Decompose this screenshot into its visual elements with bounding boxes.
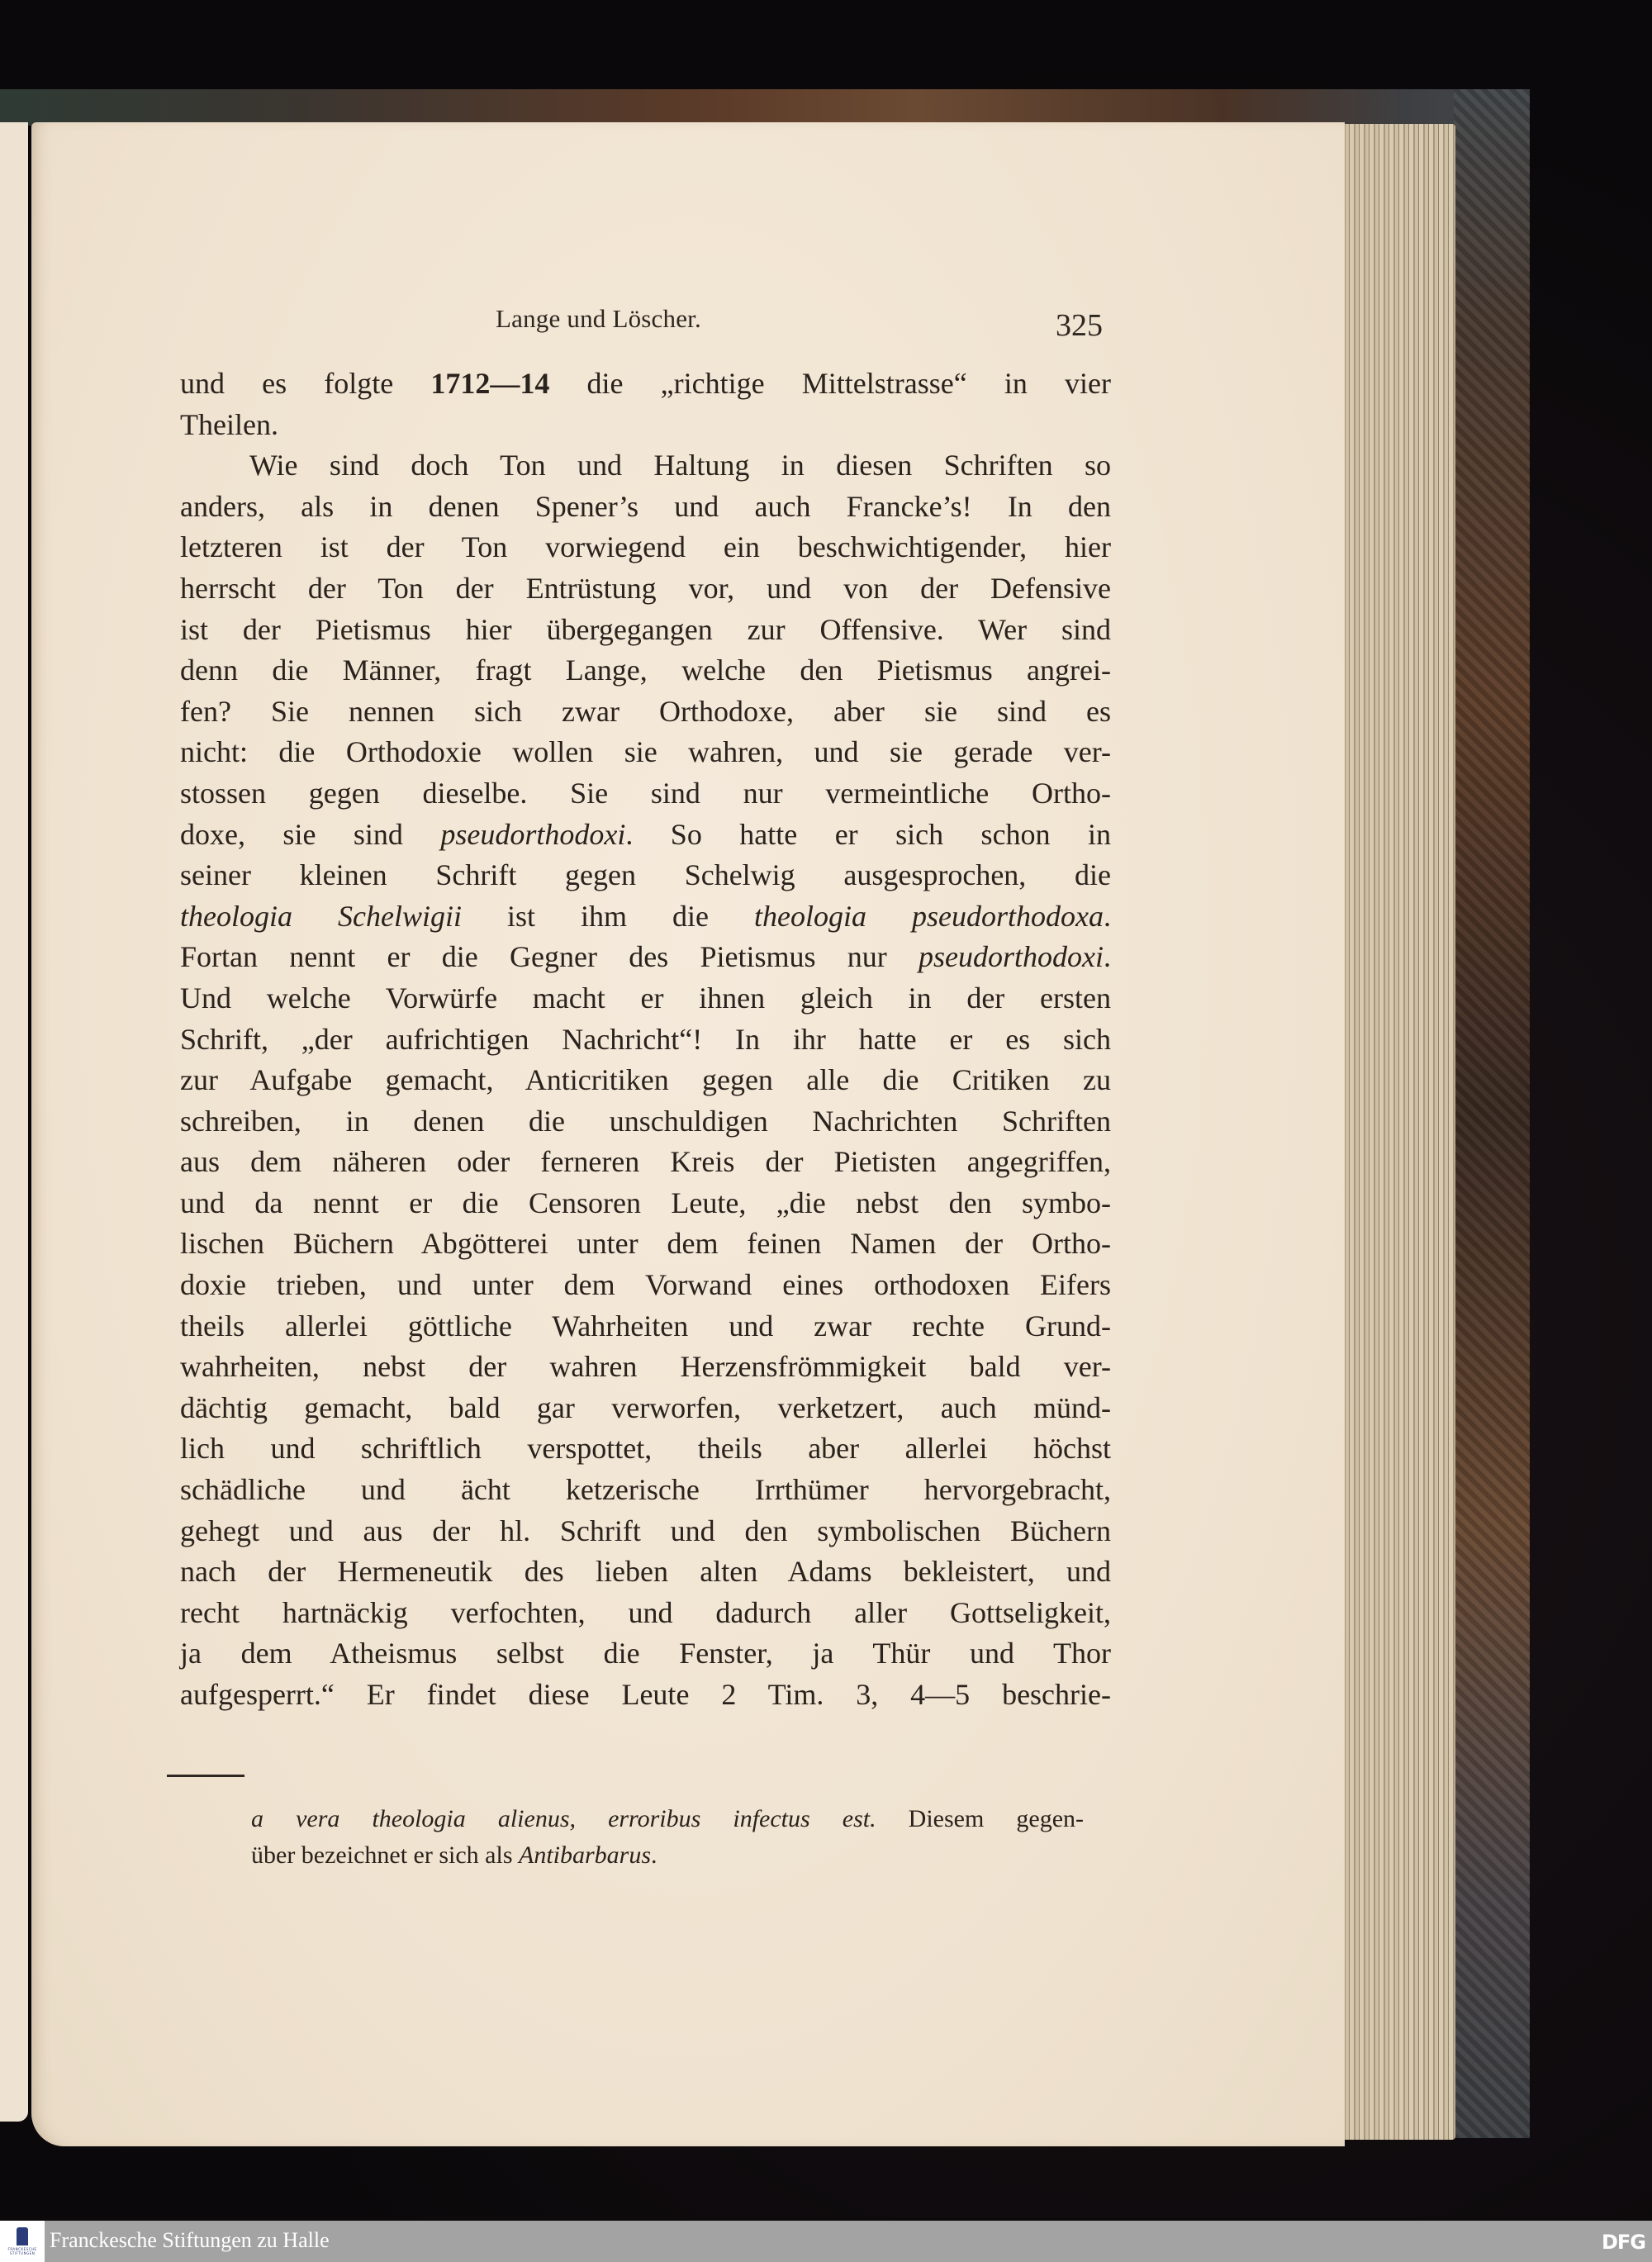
text-line — [180, 1428, 1111, 1470]
text-run: doxe, sie sind — [180, 817, 441, 851]
text-run: ist ihm die — [461, 899, 755, 933]
text-run: ist der Pietismus hier übergegangen zur Offensive. Wer sind — [180, 612, 1111, 646]
text-run: wahrheiten, nebst der wahren Herzensfrömmigkeit bald ver- — [180, 1350, 1111, 1384]
text-run: herrscht der Ton der Entrüstung vor, und von der Defensive — [180, 571, 1111, 605]
text-run: doxie trieben, und unter dem Vorwand eines orthodoxen Eifers — [180, 1268, 1111, 1302]
text-line — [180, 1142, 1111, 1183]
institution-name[interactable]: Franckesche Stiftungen zu Halle — [50, 2228, 330, 2252]
text-run: stossen gegen dieselbe. Sie sind nur vermeintliche Ortho- — [180, 776, 1111, 810]
text-run: zur Aufgabe gemacht, Anticritiken gegen alle die Critiken zu — [180, 1063, 1111, 1097]
text-run: Wie sind doch Ton und Haltung in diesen Schriften so — [249, 449, 1111, 482]
bold-text: 1712—14 — [430, 367, 550, 400]
text-line — [180, 445, 1111, 487]
text-line — [180, 1265, 1111, 1306]
text-line — [180, 691, 1111, 733]
text-line — [180, 978, 1111, 1019]
text-line — [180, 1347, 1111, 1388]
text-run: über bezeichnet er sich als — [251, 1841, 520, 1869]
figure-icon — [17, 2227, 28, 2245]
text-line — [180, 364, 1111, 405]
text-line — [180, 1593, 1111, 1634]
text-run: denn die Männer, fragt Lange, welche den Pietismus angrei- — [180, 653, 1111, 687]
text-line — [180, 896, 1111, 938]
running-head: Lange und Löscher. — [496, 304, 701, 333]
logo-text: FRANCKESCHE STIFTUNGEN — [7, 2247, 37, 2255]
text-line — [180, 732, 1111, 773]
book-cover-top-edge — [0, 89, 1528, 126]
text-line — [180, 487, 1111, 528]
text-run: Theilen. — [180, 407, 278, 441]
text-line — [180, 1388, 1111, 1429]
text-run: ja dem Atheismus selbst die Fenster, ja Thür und Thor — [180, 1637, 1111, 1670]
italic-text: Antibarbarus — [519, 1841, 652, 1869]
page-block-edges — [1340, 124, 1455, 2140]
text-line — [180, 815, 1111, 856]
text-run: Fortan nennt er die Gegner des Pietismus nur — [180, 940, 919, 974]
body-text — [180, 364, 1111, 1716]
italic-text: a vera theologia alienus, erroribus infectus est. — [251, 1805, 876, 1832]
text-run: nach der Hermeneutik des lieben alten Adams bekleistert, und — [180, 1555, 1111, 1589]
text-line — [180, 527, 1111, 568]
text-line — [180, 1060, 1111, 1101]
footer-bar — [0, 2221, 1652, 2262]
text-line — [180, 1675, 1111, 1716]
text-line — [180, 650, 1111, 691]
text-line — [180, 855, 1111, 896]
text-line — [180, 1306, 1111, 1347]
text-line — [180, 1511, 1111, 1552]
page-number: 325 — [1056, 308, 1103, 343]
text-run: letzteren ist der Ton vorwiegend ein beschwichtigender, hier — [180, 530, 1111, 564]
text-run: Und welche Vorwürfe macht er ihnen gleich in der ersten — [180, 981, 1111, 1015]
text-run: und es folgte — [180, 367, 431, 400]
italic-text: theologia Schelwigii — [180, 899, 462, 933]
text-line — [180, 1183, 1111, 1224]
italic-text: theologia pseudorthodoxa — [754, 899, 1104, 933]
text-run: Diesem gegen- — [876, 1805, 1084, 1832]
italic-text: pseudorthodoxi — [440, 817, 626, 851]
facing-page-edge — [0, 122, 28, 2122]
text-line — [180, 1470, 1111, 1511]
text-run: . So hatte er sich schon in — [625, 817, 1112, 851]
text-line — [180, 1633, 1111, 1675]
italic-text: pseudorthodoxi — [919, 940, 1104, 974]
text-line — [180, 937, 1111, 978]
franckesche-stiftungen-logo[interactable] — [0, 2221, 45, 2262]
text-line — [180, 773, 1111, 815]
text-run: Schrift, „der aufrichtigen Nachricht“! In ihr hatte er es sich — [180, 1022, 1111, 1056]
text-run: schreiben, in denen die unschuldigen Nachrichten Schriften — [180, 1104, 1111, 1138]
text-line — [180, 610, 1111, 651]
text-run: aus dem näheren oder ferneren Kreis der Pietisten angegriffen, — [180, 1145, 1111, 1179]
footnote-rule — [167, 1775, 244, 1777]
text-line — [180, 1101, 1111, 1143]
text-run: . — [1104, 940, 1111, 974]
book-cover-right-edge — [1454, 89, 1530, 2138]
text-line — [180, 1552, 1111, 1593]
text-run: lischen Büchern Abgötterei unter dem feinen Namen der Ortho- — [180, 1227, 1111, 1261]
text-line — [180, 1019, 1111, 1061]
text-line — [251, 1801, 1084, 1837]
text-line — [180, 405, 1111, 446]
footnote — [251, 1801, 1084, 1874]
text-run: schädliche und ächt ketzerische Irrthümer hervorgebracht, — [180, 1473, 1111, 1507]
text-run: fen? Sie nennen sich zwar Orthodoxe, aber sie sind es — [180, 694, 1111, 728]
text-run: lich und schriftlich verspottet, theils aber allerlei höchst — [180, 1432, 1111, 1466]
text-run: nicht: die Orthodoxie wollen sie wahren, und sie gerade ver- — [180, 735, 1111, 769]
text-run: und da nennt er die Censoren Leute, „die nebst den symbo- — [180, 1186, 1111, 1219]
text-run: die „richtige Mittelstrasse“ in vier — [549, 367, 1111, 400]
text-run: theils allerlei göttliche Wahrheiten und zwar rechte Grund- — [180, 1309, 1111, 1342]
text-run: gehegt und aus der hl. Schrift und den symbolischen Büchern — [180, 1514, 1111, 1547]
text-line — [180, 1224, 1111, 1265]
text-run: seiner kleinen Schrift gegen Schelwig ausgesprochen, die — [180, 858, 1111, 892]
text-run: . — [1104, 899, 1112, 933]
text-run: aufgesperrt.“ Er findet diese Leute 2 Tim. 3, 4—5 beschrie- — [180, 1678, 1111, 1711]
text-line — [180, 568, 1111, 610]
text-line — [251, 1837, 1084, 1874]
dfg-logo[interactable]: DFG — [1601, 2231, 1645, 2254]
text-run: anders, als in denen Spener’s und auch Francke’s! In den — [180, 489, 1111, 523]
text-run: dächtig gemacht, bald gar verworfen, verketzert, auch münd- — [180, 1390, 1111, 1424]
text-run: recht hartnäckig verfochten, und dadurch aller Gottseligkeit, — [180, 1595, 1111, 1629]
text-run: . — [651, 1841, 657, 1869]
